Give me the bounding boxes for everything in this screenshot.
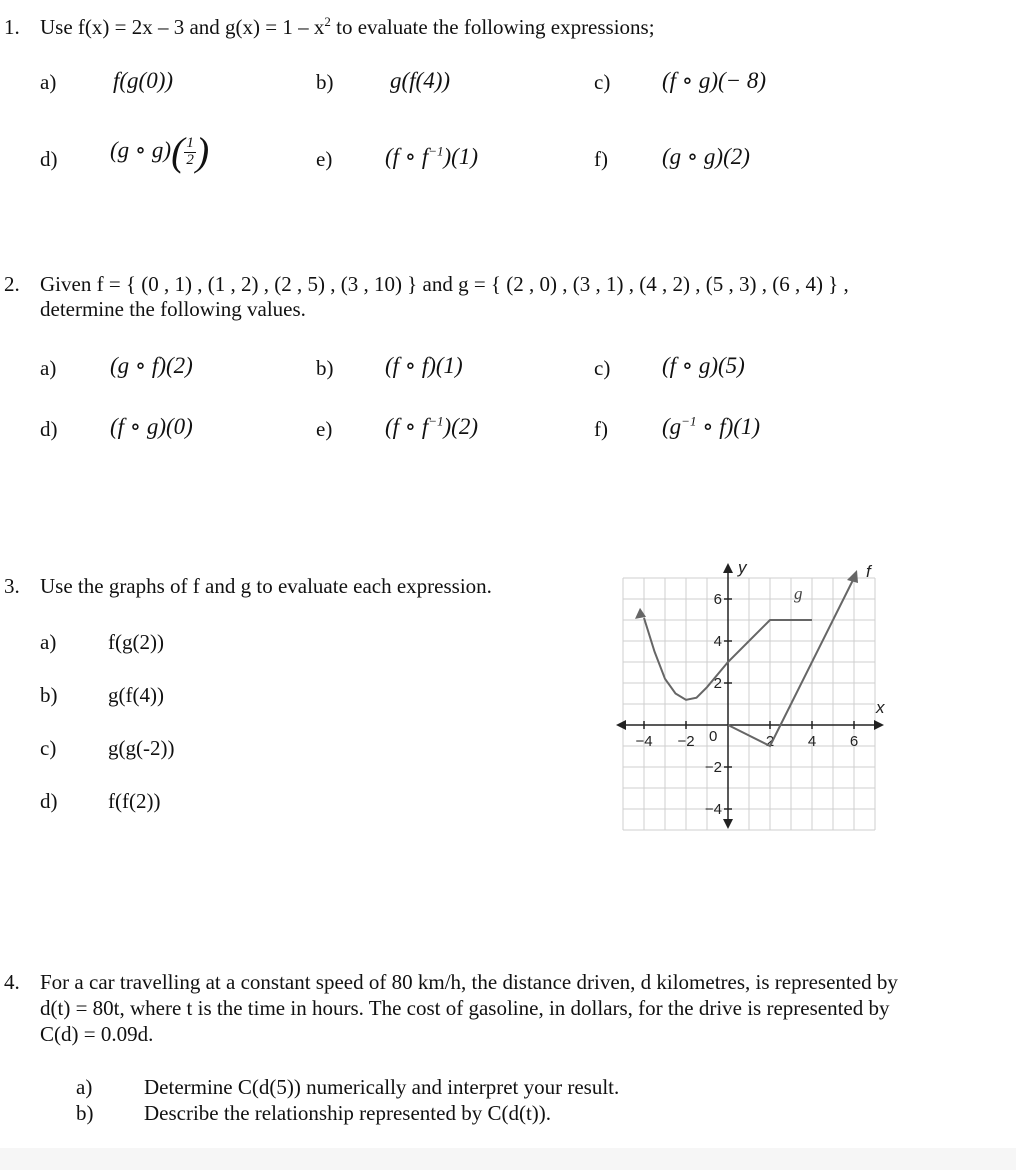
x-axis-right-arrow [874, 720, 884, 730]
y-tick-label: 2 [713, 675, 722, 692]
x-tick-label: 2 [765, 733, 775, 750]
q2-f-sup: −1 [681, 413, 697, 429]
q2-d-expr: (f ∘ g)(0) [110, 414, 193, 439]
q3-number: 3. [4, 574, 20, 598]
q2-b-letter: b) [316, 356, 334, 380]
x-axis-label: x [876, 698, 885, 717]
q1-e-expr-pre: (f ∘ f [385, 144, 429, 169]
q1-b-letter: b) [316, 70, 334, 94]
q1-d-left-paren: ( [171, 129, 185, 174]
q2-f-expr-pre: (g [662, 414, 682, 439]
q3-a-letter: a) [40, 630, 57, 654]
y-tick-label: −4 [704, 801, 722, 818]
q2-d-letter: d) [40, 417, 58, 441]
q2-number: 2. [4, 272, 20, 296]
q2-e-expr [385, 414, 478, 440]
q1-number: 1. [4, 15, 20, 39]
y-axis-label: y [738, 558, 747, 577]
f-curve-arrow [847, 570, 858, 583]
y-axis-down-arrow [723, 819, 733, 829]
x-axis-left-arrow [616, 720, 626, 730]
q4-line3: C(d) = 0.09d. [40, 1022, 154, 1046]
q3-stem: Use the graphs of f and g to evaluate each expression. [40, 574, 492, 598]
q3-b-expr: g(f(4)) [108, 683, 164, 707]
q1-b-expr: g(f(4)) [390, 68, 451, 93]
q1-d-expr-pre: (g ∘ g) [110, 137, 172, 163]
q1-d-expr [110, 129, 210, 174]
q1-stem [40, 15, 655, 40]
y-axis-up-arrow [723, 563, 733, 573]
q2-e-expr-pre: (f ∘ f [385, 414, 429, 439]
q4-a-text: Determine C(d(5)) numerically and interpret your result. [144, 1075, 620, 1099]
q1-d-numerator: 1 [186, 134, 194, 151]
q1-f-expr: (g ∘ g)(2) [662, 144, 750, 169]
q2-c-expr: (f ∘ g)(5) [662, 353, 745, 378]
x-tick-label: 6 [849, 733, 859, 750]
q2-a-letter: a) [40, 356, 57, 380]
q2-line1: Given f = { (0 , 1) , (1 , 2) , (2 , 5) , (3 , 10) } and g = { (2 , 0) , (3 , 1) , (4 , 2) , (5 , 3) , (6 , 4) } , [40, 272, 849, 296]
q2-f-expr-post: ∘ f)(1) [696, 414, 761, 439]
q1-a-letter: a) [40, 70, 57, 94]
q1-stem-main: Use f(x) = 2x – 3 and g(x) = 1 – x [40, 15, 325, 39]
y-tick-label: 6 [713, 591, 722, 608]
q4-line2: d(t) = 80t, where t is the time in hours. The cost of gasoline, in dollars, for the drive is represented by [40, 996, 890, 1020]
q4-b-letter: b) [76, 1101, 94, 1125]
q1-d-right-paren: ) [195, 129, 210, 174]
q2-f-expr [662, 414, 760, 440]
q2-c-letter: c) [594, 356, 611, 380]
q3-c-expr: g(g(-2)) [108, 736, 175, 760]
q1-e-expr [385, 144, 478, 170]
q3-graph [610, 555, 895, 835]
q1-e-expr-post: )(1) [443, 144, 478, 169]
q3-d-expr: f(f(2)) [108, 789, 161, 813]
q2-e-expr-post: )(2) [443, 414, 478, 439]
y-tick-label: −2 [704, 759, 722, 776]
q1-c-expr: (f ∘ g)(− 8) [662, 68, 767, 93]
q1-e-letter: e) [316, 147, 333, 171]
page-bottom-edge [0, 1148, 1016, 1170]
q3-d-letter: d) [40, 789, 58, 813]
q4-number: 4. [4, 970, 20, 994]
q2-e-sup: −1 [428, 413, 444, 429]
q2-b-expr: (f ∘ f)(1) [385, 353, 463, 378]
graph-grid [623, 578, 875, 830]
q4-line1: For a car travelling at a constant speed of 80 km/h, the distance driven, d kilometres, is represented by [40, 970, 898, 994]
q3-a-expr: f(g(2)) [108, 630, 164, 654]
g-label: g [794, 584, 803, 603]
origin-label: 0 [709, 728, 718, 745]
q4-a-letter: a) [76, 1075, 93, 1099]
q1-d-fraction [184, 136, 196, 169]
x-tick-label: −4 [635, 733, 653, 750]
q2-a-expr: (g ∘ f)(2) [110, 353, 193, 378]
q1-a-expr: f(g(0)) [113, 68, 174, 93]
x-tick-label: 4 [807, 733, 817, 750]
f-label: f [866, 562, 871, 581]
q2-e-letter: e) [316, 417, 333, 441]
y-tick-label: 4 [713, 633, 722, 650]
q3-c-letter: c) [40, 736, 57, 760]
q1-c-letter: c) [594, 70, 611, 94]
q4-b-text: Describe the relationship represented by C(d(t)). [144, 1101, 552, 1125]
q1-d-denominator: 2 [186, 151, 194, 168]
x-tick-label: −2 [677, 733, 695, 750]
q2-line2: determine the following values. [40, 297, 306, 321]
q1-d-letter: d) [40, 147, 58, 171]
q1-f-letter: f) [594, 147, 608, 171]
q2-f-letter: f) [594, 417, 608, 441]
q3-b-letter: b) [40, 683, 58, 707]
q1-stem-tail: to evaluate the following expressions; [330, 15, 655, 39]
graph-axes [616, 563, 884, 829]
q1-e-sup: −1 [428, 143, 444, 159]
q1-stem-exponent: 2 [324, 14, 331, 29]
